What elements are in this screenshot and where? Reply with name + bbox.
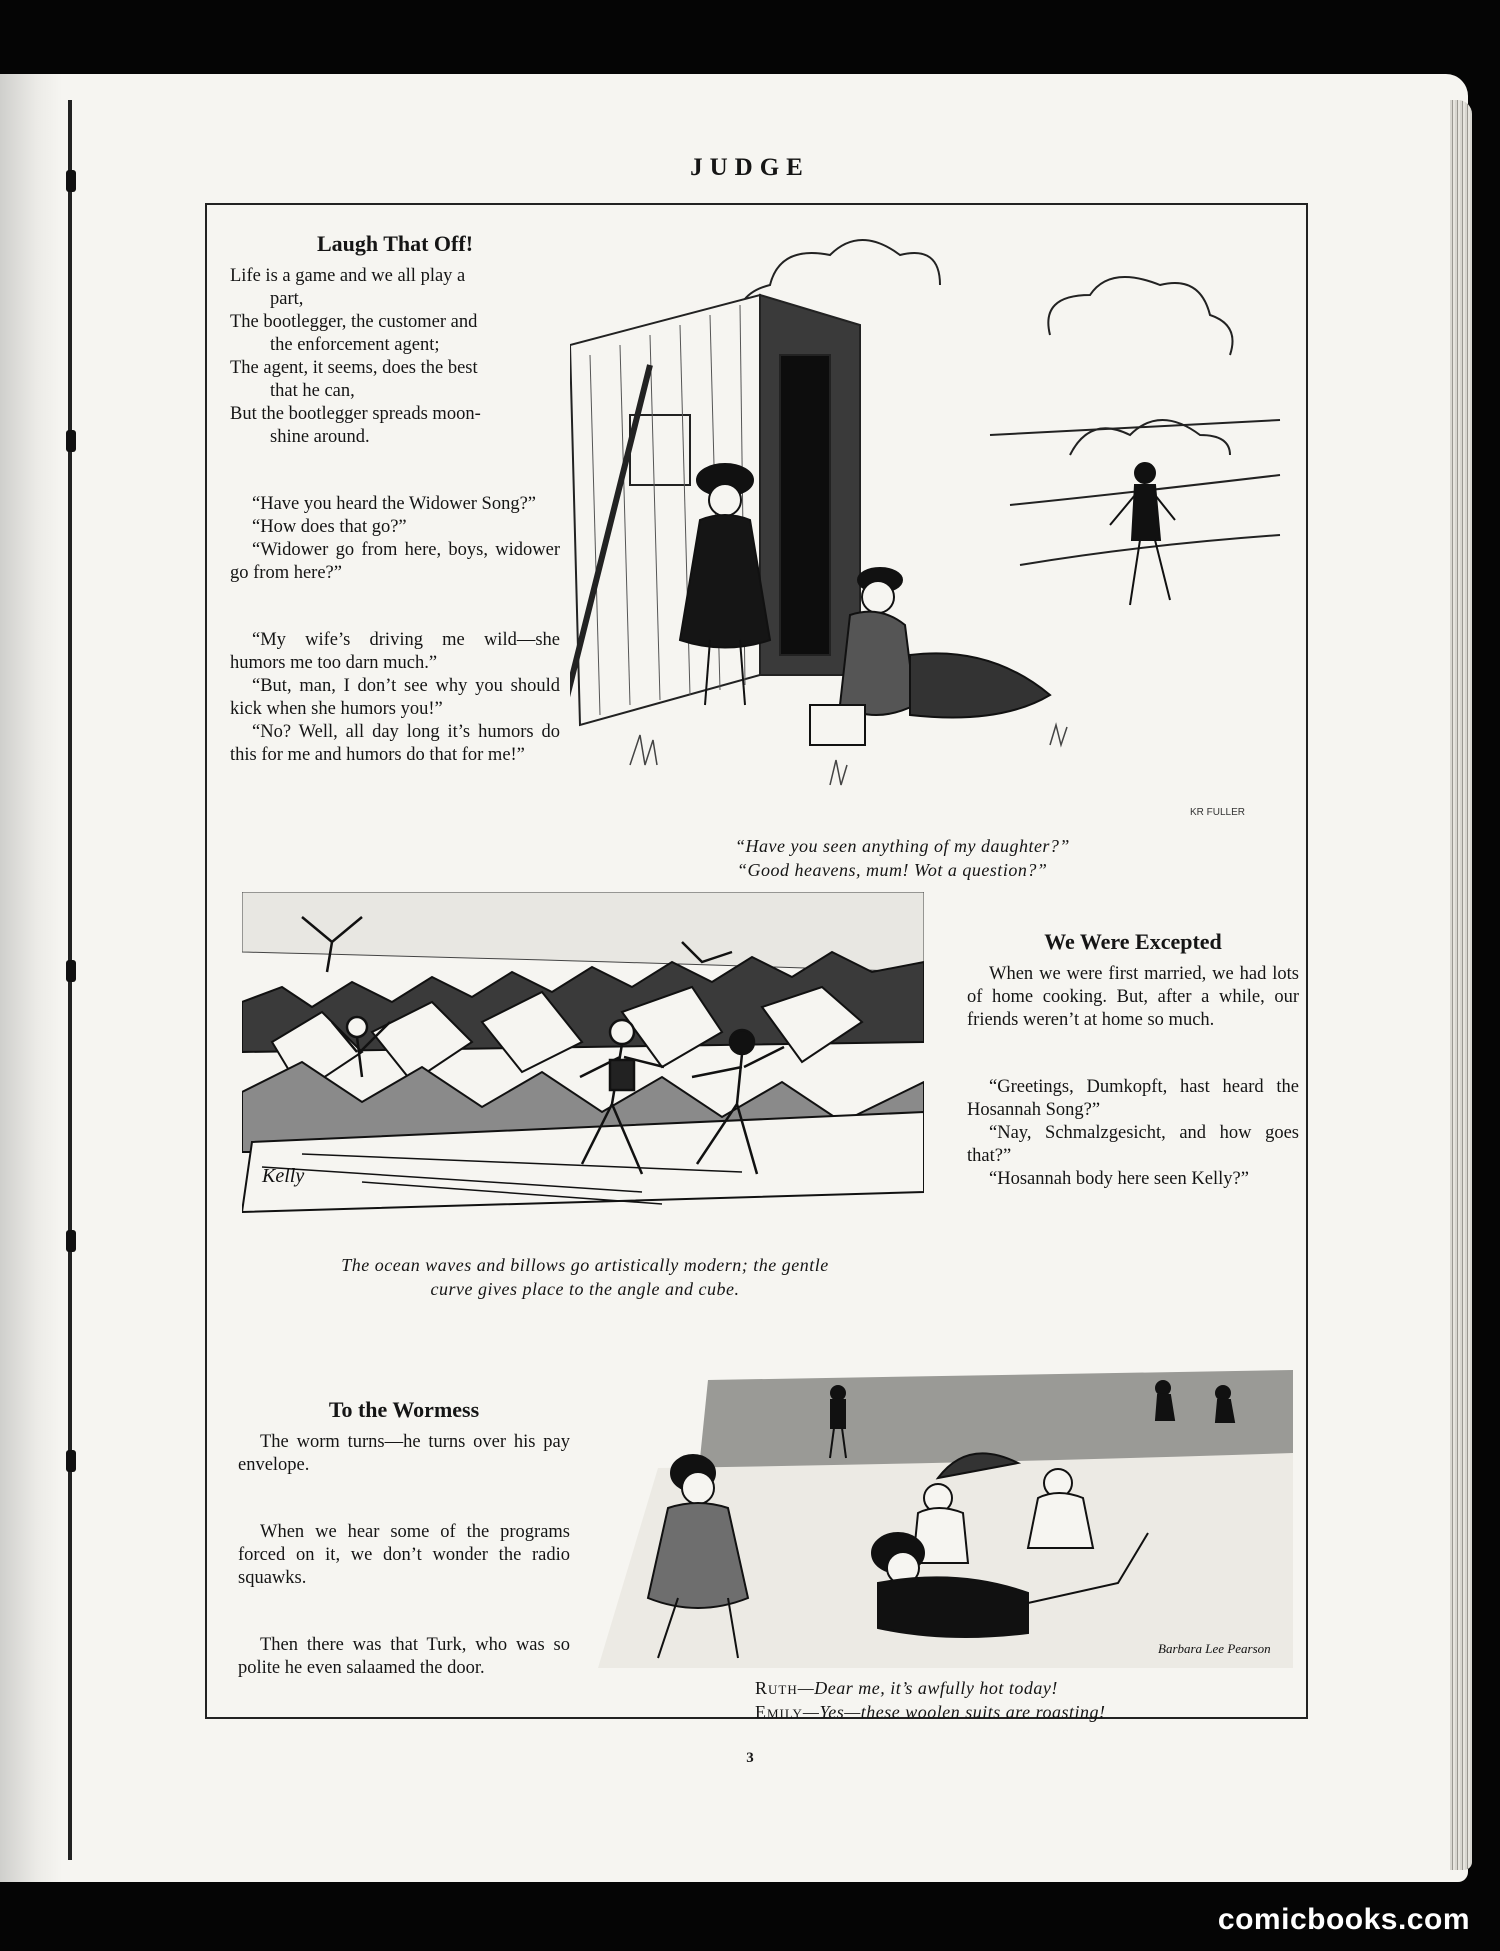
beach-caption: Ruth—Dear me, it’s awfully hot today! Emily—Yes—these woolen suits are roasting! <box>755 1678 1106 1722</box>
cubist-waves-cartoon <box>242 892 924 1222</box>
article-title: Laugh That Off! <box>316 231 474 256</box>
bather-figure <box>1110 463 1175 605</box>
page-stack-edge <box>1450 100 1472 1870</box>
poem-line: But the bootlegger spreads moon- <box>230 404 481 424</box>
bathhouse-window <box>630 415 690 485</box>
joke-home-cooking: When we were first married, we had lots of home cooking. But, after a while, our friends weren’t at home so much. <box>967 964 1299 1030</box>
speaker-name: Ruth <box>755 1678 798 1698</box>
joke-turk: Then there was that Turk, who was so polite he even salaamed the door. <box>238 1635 570 1678</box>
page-number: 3 <box>746 1750 754 1766</box>
book-spine <box>0 74 62 1882</box>
artist-signature: KR FULLER <box>1190 807 1246 818</box>
fishing-net <box>910 653 1050 717</box>
artist-signature: Barbara Lee Pearson <box>1158 1641 1271 1656</box>
binding-mark <box>66 1450 76 1472</box>
poem-line: the enforcement agent; <box>270 335 440 355</box>
cloud <box>1048 277 1232 355</box>
poem-line: part, <box>270 289 304 309</box>
poem-line: The agent, it seems, does the best <box>230 358 478 378</box>
bathhouse-caption: “Have you seen anything of my daughter?” “Good heavens, mum! Wot a question?” <box>735 836 1070 880</box>
binding-mark <box>66 430 76 452</box>
cubist-waves-caption: The ocean waves and billows go artistically modern; the gentle curve gives place to the angle and cube. <box>341 1255 829 1299</box>
bathhouse-cartoon <box>570 205 1290 835</box>
site-watermark: comicbooks.com <box>1217 1903 1470 1936</box>
to-the-wormess-column <box>238 1398 570 1724</box>
poem-line: shine around. <box>270 427 370 447</box>
running-head: JUDGE <box>690 154 810 181</box>
article-title: We Were Excepted <box>1044 929 1222 954</box>
joke-humors: “My wife’s driving me wild—she humors me too darn much.” “But, man, I don’t see why you should kick when she humors you!” “No? Well, all day long it’s humors do this for me and humors do that for me!” <box>230 630 560 765</box>
artist-signature: Kelly <box>262 1165 305 1187</box>
laugh-that-off-column <box>230 232 560 811</box>
poem-line: The bootlegger, the customer and <box>230 312 478 332</box>
article-title: To the Wormess <box>328 1397 480 1422</box>
poem <box>230 265 560 449</box>
speaker-name: Emily <box>755 1702 803 1722</box>
poem-line: that he can, <box>270 381 355 401</box>
horizon-line <box>990 420 1280 435</box>
bathhouse-door <box>780 355 830 655</box>
cloud <box>1070 420 1230 455</box>
we-were-excepted-column <box>967 930 1299 1235</box>
beach-cartoon <box>598 1368 1298 1668</box>
poem-line: Life is a game and we all play a <box>230 266 466 286</box>
joke-worm-turns: The worm turns—he turns over his pay envelope. <box>238 1432 570 1475</box>
binding-mark <box>66 1230 76 1252</box>
joke-hosannah: “Greetings, Dumkopft, hast heard the Hosannah Song?” “Nay, Schmalzgesicht, and how goes that?” “Hosannah body here seen Kelly?” <box>967 1077 1299 1189</box>
binding-mark <box>66 960 76 982</box>
joke-radio: When we hear some of the programs forced on it, we don’t wonder the radio squawks. <box>238 1522 570 1588</box>
joke-widower: “Have you heard the Widower Song?” “How does that go?” “Widower go from here, boys, widower go from here?” <box>230 494 560 583</box>
